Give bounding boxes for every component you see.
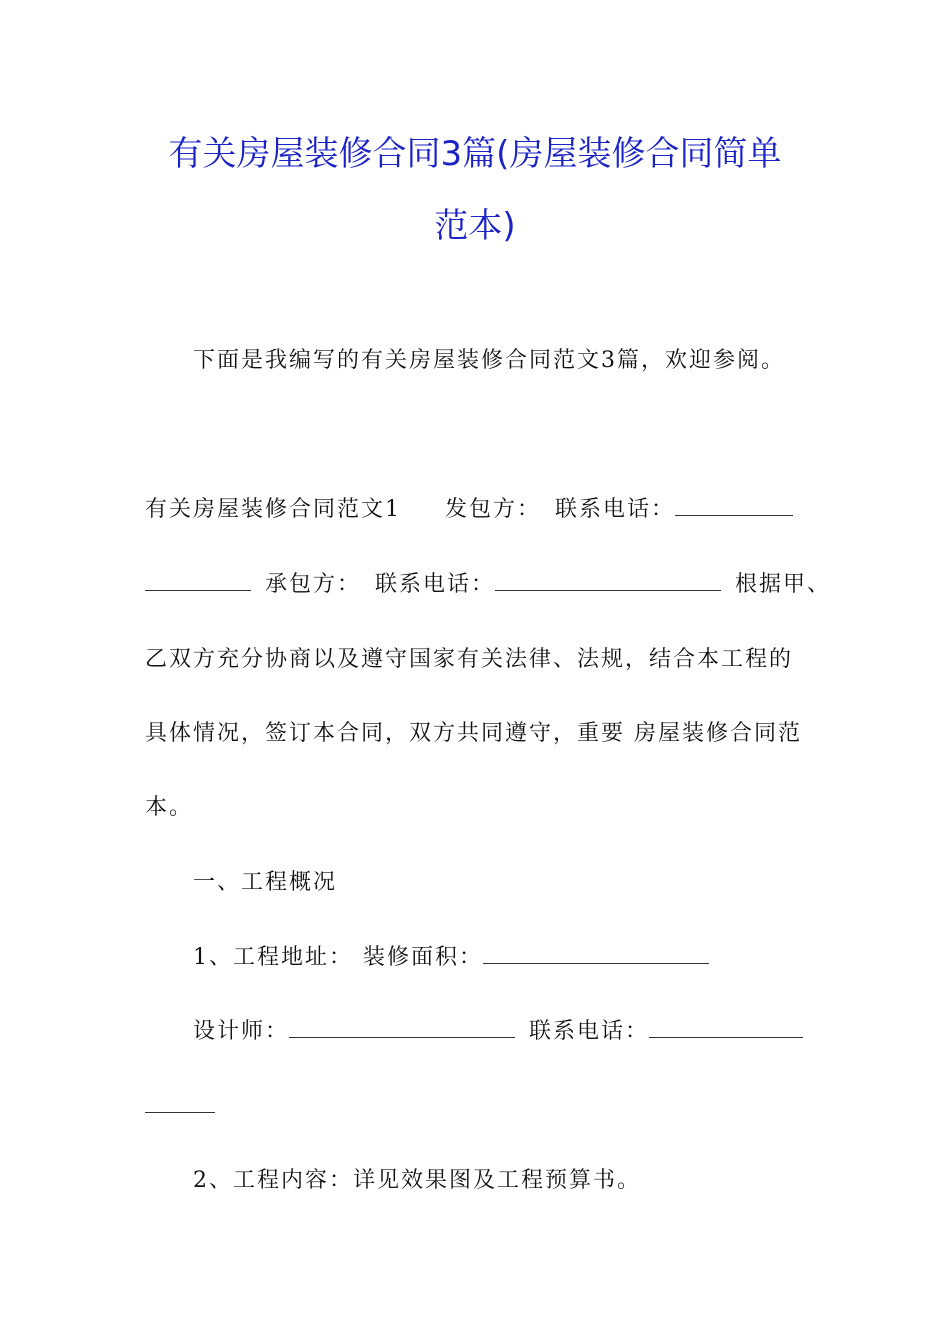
phone-label: 联系电话：: [555, 497, 676, 522]
intro-paragraph: 下面是我编写的有关房屋装修合同范文3篇，欢迎参阅。: [193, 348, 785, 373]
item-2-project-content: 2、工程内容：详见效果图及工程预算书。: [193, 1168, 641, 1193]
employer-label: 发包方：: [445, 497, 542, 522]
clause-start: 根据甲、: [735, 572, 832, 597]
section-1-heading: 一、工程概况: [193, 870, 338, 895]
contract-sample-1-line-1: [145, 495, 793, 525]
item-1-project-address: [193, 943, 709, 973]
document-title-line-1: 有关房屋装修合同3篇(房屋装修合同简单: [168, 134, 782, 174]
contract-sample-1-line-3: 乙双方充分协商以及遵守国家有关法律、法规，结合本工程的: [145, 647, 794, 672]
phone-blank: [675, 495, 793, 516]
decoration-area-label: 装修面积：: [363, 945, 484, 970]
designer-phone-blank: [649, 1017, 803, 1038]
designer-phone-blank-continued-line: [145, 1092, 215, 1122]
designer-phone-label: 联系电话：: [529, 1019, 650, 1044]
contract-sample-1-line-5: 本。: [145, 795, 194, 820]
designer-blank: [289, 1017, 515, 1038]
contractor-phone-blank: [495, 570, 721, 591]
designer-line: [193, 1017, 803, 1047]
project-address-label: 1、工程地址：: [193, 945, 353, 970]
contract-sample-1-line-2: [145, 570, 831, 600]
phone-blank-continued: [145, 570, 251, 591]
designer-phone-blank-continued: [145, 1092, 215, 1113]
designer-label: 设计师：: [193, 1019, 290, 1044]
contract-sample-1-line-4: 具体情况，签订本合同，双方共同遵守，重要 房屋装修合同范: [145, 721, 802, 746]
decoration-area-blank: [483, 943, 709, 964]
document-title-line-2: 范本): [434, 206, 516, 246]
contractor-label: 承包方：: [265, 572, 362, 597]
contract-sample-1-heading: 有关房屋装修合同范文1: [145, 497, 401, 522]
contractor-phone-label: 联系电话：: [375, 572, 496, 597]
